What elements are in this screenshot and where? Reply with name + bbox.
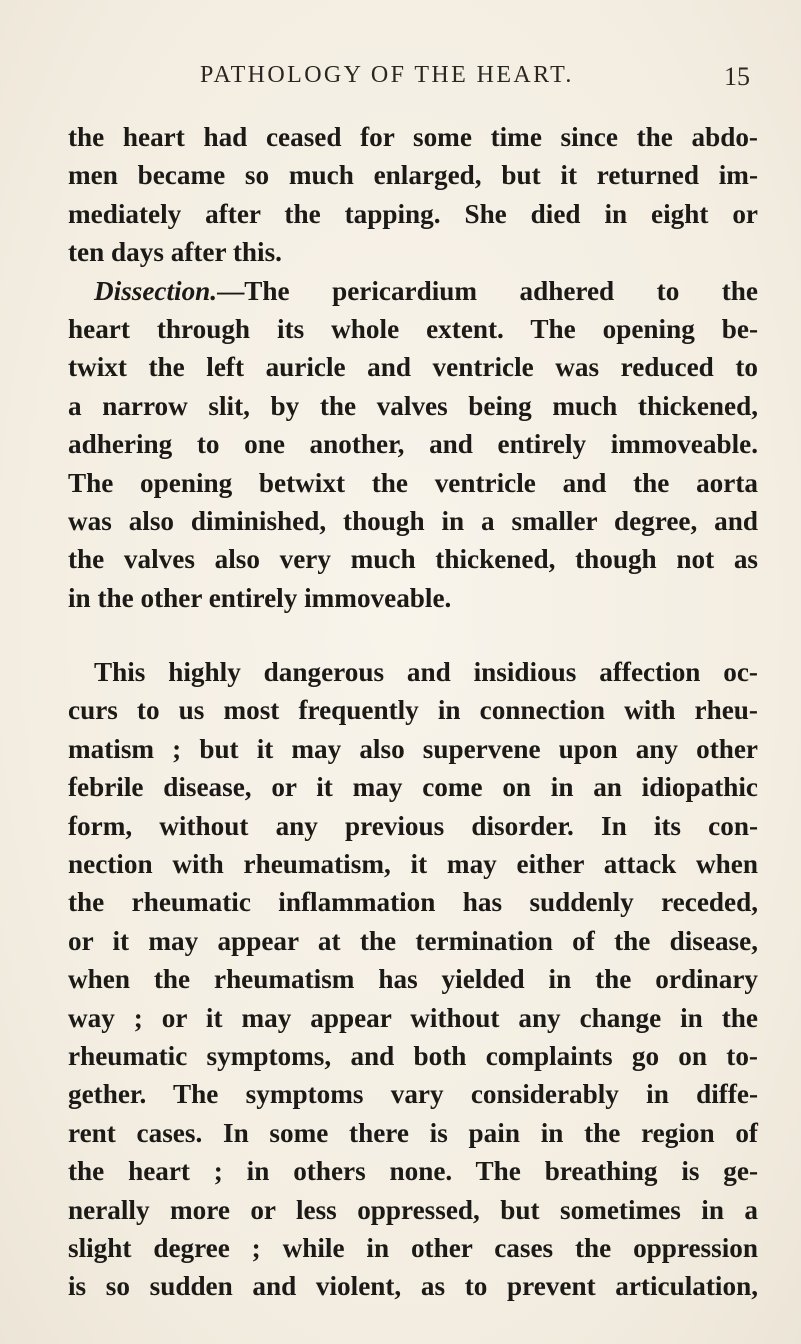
paragraph-1 — [68, 118, 758, 272]
text-line: a narrow slit, by the valves being much thickened, — [68, 390, 758, 421]
text-line: ten days after this. — [68, 237, 282, 268]
text-line: the valves also very much thickened, though not as — [68, 544, 758, 575]
text-line: nection with rheumatism, it may either attack when — [68, 849, 758, 880]
text-line — [68, 272, 758, 310]
text-line: This highly dangerous and insidious affection oc- — [94, 657, 758, 688]
text-line: adhering to one another, and entirely immoveable. — [68, 429, 758, 460]
text-line: mediately after the tapping. She died in eight or — [68, 198, 758, 229]
text-line: men became so much enlarged, but it returned im- — [68, 160, 758, 191]
paragraph-gap — [68, 617, 758, 653]
dissection-label: Dissection. — [94, 275, 218, 306]
page-number: 15 — [724, 62, 750, 91]
text-line: heart through its whole extent. The opening be- — [68, 313, 758, 344]
text-line: is so sudden and violent, as to prevent articulation, — [68, 1271, 758, 1302]
text-line: rent cases. In some there is pain in the region of — [68, 1117, 758, 1148]
paragraph-2 — [68, 272, 758, 618]
text-line: curs to us most frequently in connection with rheu- — [68, 695, 758, 726]
text-line: or it may appear at the termination of the disease, — [68, 925, 758, 956]
text-line: nerally more or less oppressed, but sometimes in a — [68, 1194, 758, 1225]
text-line: The opening betwixt the ventricle and the aorta — [68, 467, 758, 498]
text-line: when the rheumatism has yielded in the ordinary — [68, 964, 758, 995]
text-line: was also diminished, though in a smaller degree, and — [68, 505, 758, 536]
text-line: twixt the left auricle and ventricle was reduced to — [68, 352, 758, 383]
text-line: matism ; but it may also supervene upon any other — [68, 733, 758, 764]
text-line: in the other entirely immoveable. — [68, 582, 452, 613]
text-line: form, without any previous disorder. In its con- — [68, 810, 758, 841]
body-text — [68, 118, 758, 1306]
paragraph-3 — [68, 653, 758, 1306]
text-line: the heart ; in others none. The breathing is ge- — [68, 1156, 758, 1187]
text-line: way ; or it may appear without any change in the — [68, 1002, 758, 1033]
text-line: febrile disease, or it may come on in an idiopathic — [68, 772, 758, 803]
running-title: PATHOLOGY OF THE HEART. — [200, 62, 574, 88]
text-line: gether. The symptoms vary considerably in diffe- — [68, 1079, 758, 1110]
text-run: —The pericardium adhered to the — [217, 275, 758, 306]
text-line: rheumatic symptoms, and both complaints go on to- — [68, 1040, 758, 1071]
text-line: slight degree ; while in other cases the oppression — [68, 1232, 758, 1263]
text-line: the heart had ceased for some time since the abdo- — [68, 122, 758, 152]
running-head — [0, 62, 801, 102]
text-line: the rheumatic inflammation has suddenly receded, — [68, 887, 758, 918]
